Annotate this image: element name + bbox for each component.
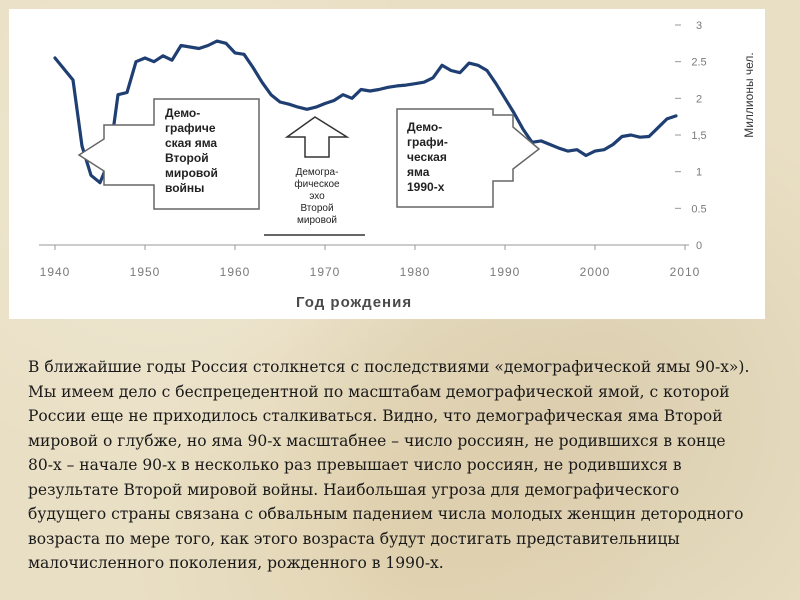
callout-1990s-pit-line-2: графи-: [407, 135, 448, 149]
paragraph-line: будущего страны связана с обвальным падением числа молодых женщин детородного: [28, 505, 744, 523]
callout-echo-arrow: [287, 117, 347, 157]
y-tick-label: 1,5: [691, 130, 707, 142]
birth-chart: [9, 9, 765, 319]
callout-wwii-pit-line-6: войны: [165, 181, 205, 195]
x-tick-label: 1960: [219, 265, 251, 279]
callout-echo: [264, 117, 365, 235]
y-tick-label: 1: [695, 166, 703, 179]
y-tick-label: 0.5: [691, 203, 707, 216]
y-tick-label: 0: [695, 240, 703, 252]
y-tick-label: 3: [695, 20, 703, 32]
x-tick-label: 1970: [309, 265, 341, 279]
callout-1990s-pit-line-1: Демо-: [407, 120, 443, 134]
y-tick-label: 2.5: [691, 56, 707, 69]
callout-echo-line-2: фическое: [294, 179, 340, 190]
x-axis-title: Год рождения: [296, 294, 413, 311]
callout-echo-line-1: Демогра-: [295, 167, 339, 178]
callout-echo-line-4: Второй: [300, 203, 334, 214]
x-tick-label: 2010: [669, 265, 701, 279]
x-tick-label: 2000: [579, 265, 611, 279]
callout-wwii-pit-line-2: графиче: [165, 121, 216, 135]
x-tick-label: 1980: [399, 265, 431, 279]
paragraph-line: Мы имеем дело с беспрецедентной по масштабам демографической ямой, с которой: [28, 382, 730, 401]
description-paragraph: [28, 355, 778, 576]
callout-1990s-pit: [397, 109, 539, 207]
x-tick-label: 1990: [489, 265, 521, 279]
callout-echo-line-3: эхо: [309, 191, 325, 202]
callout-1990s-pit-line-4: яма: [407, 165, 430, 179]
paragraph-line: малочисленного поколения, рожденного в 1990-х.: [28, 554, 444, 572]
callout-echo-line-5: мировой: [297, 215, 337, 226]
callout-1990s-pit-line-5: 1990-х: [407, 180, 445, 194]
callout-wwii-pit-line-3: ская яма: [165, 136, 218, 150]
y-axis-title: Миллионы чел.: [742, 52, 756, 138]
paragraph-line: результате Второй мировой войны. Наибольшая угроза для демографического: [28, 480, 680, 499]
y-tick-label: 2: [695, 93, 703, 106]
paragraph-line: 80-х – начале 90-х в несколько раз превышает число россиян, не родившихся в: [28, 456, 682, 474]
paragraph-line: возраста по мере того, как этого возраста будут достигать представительницы: [28, 529, 680, 548]
callout-wwii-pit-line-1: Демо-: [165, 106, 201, 120]
x-tick-label: 1950: [129, 265, 161, 279]
callout-wwii-pit-line-5: мировой: [165, 166, 218, 180]
callout-wwii-pit: [79, 99, 259, 209]
callout-wwii-pit-line-4: Второй: [165, 151, 209, 165]
x-tick-label: 1940: [39, 265, 71, 279]
paragraph-line: В ближайшие годы Россия столкнется с последствиями «демографической ямы 90-х»).: [28, 358, 750, 376]
paragraph-line: мировой о глубже, но яма 90-х масштабнее – число россиян, не родившихся в конце: [28, 431, 726, 450]
callout-1990s-pit-line-3: ческая: [407, 150, 447, 164]
paragraph-line: России еще не приходилось сталкиваться. Видно, что демографическая яма Второй: [28, 407, 723, 425]
chart-panel: [9, 9, 765, 319]
